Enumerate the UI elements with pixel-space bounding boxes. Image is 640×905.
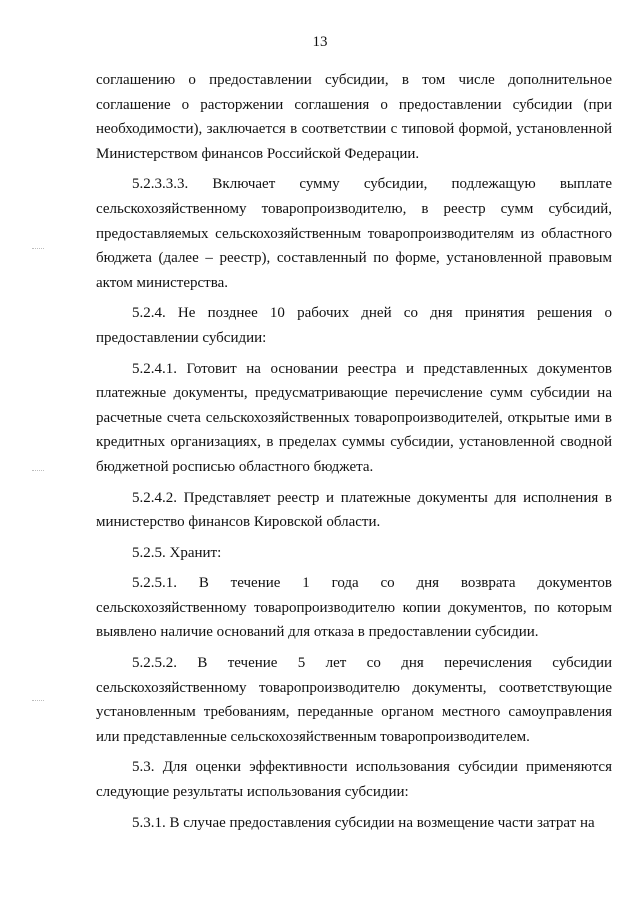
scan-margin-mark xyxy=(32,248,44,251)
paragraph-5-3: 5.3. Для оценки эффективности использования субсидии применяются следующие результаты использования субсидии: xyxy=(96,759,612,801)
paragraph-5-2-4-2: 5.2.4.2. Представляет реестр и платежные документы для исполнения в министерство финансов Кировской области. xyxy=(96,489,612,531)
paragraph-5-2-5-1: 5.2.5.1. В течение 1 года со дня возврата документов сельскохозяйственному товаропроизводителю копии документов, по которым выявлено наличие оснований для отказа в предоставлении субсидии. xyxy=(96,575,612,641)
paragraph-5-2-5-2: 5.2.5.2. В течение 5 лет со дня перечисления субсидии сельскохозяйственному товаропроизводителю документы, соответствующие установленным требованиям, переданные органом местного самоуправления или представленные сельскохозяйственным товаропроизводителем. xyxy=(96,655,612,745)
paragraph-5-2-4-1: 5.2.4.1. Готовит на основании реестра и представленных документов платежные документы, предусматривающие перечисление сумм субсидии на расчетные счета сельскохозяйственных товаропроизводителей, открытые ими в кредитных организациях, в пределах суммы субсидии, установленной сводной бюджетной росписью областного бюджета. xyxy=(96,360,612,475)
paragraph-5-2-3-3-3: 5.2.3.3.3. Включает сумму субсидии, подлежащую выплате сельскохозяйственному товаропроизводителю, в реестр сумм субсидий, предоставляемых сельскохозяйственным товаропроизводителям из областного бюджета (далее – реестр), составленный по форме, установленной правовым актом министерства. xyxy=(96,176,612,291)
paragraph-continuation: соглашению о предоставлении субсидии, в том числе дополнительное соглашение о расторжении соглашения о предоставлении субсидии (при необходимости), заключается в соответствии с типовой формой, установленной Министерством финансов Российской Федерации. xyxy=(96,72,612,162)
page-number: 13 xyxy=(312,34,328,50)
paragraph-5-3-1: 5.3.1. В случае предоставления субсидии на возмещение части затрат на xyxy=(132,814,595,831)
scan-margin-mark xyxy=(32,470,44,473)
document-body xyxy=(96,68,612,841)
paragraph-5-2-5: 5.2.5. Хранит: xyxy=(132,544,222,561)
scan-margin-mark xyxy=(32,700,44,703)
paragraph-5-2-4: 5.2.4. Не позднее 10 рабочих дней со дня принятия решения о предоставлении субсидии: xyxy=(96,305,612,346)
